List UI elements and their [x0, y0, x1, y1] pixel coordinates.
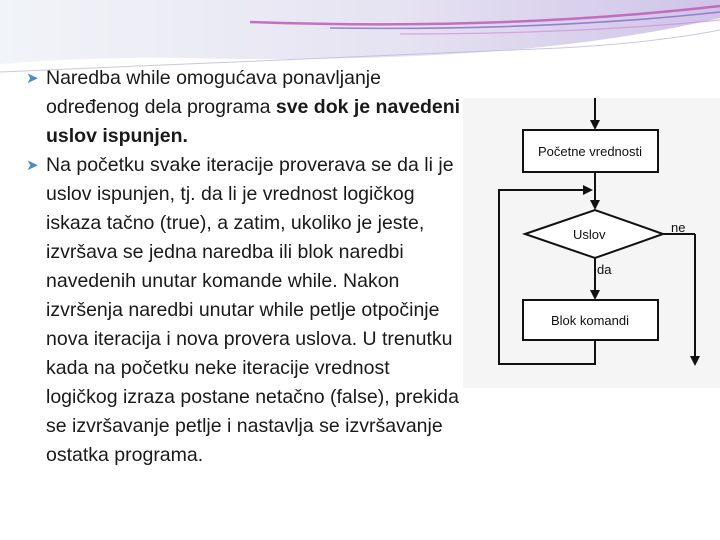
- no-label: ne: [671, 220, 686, 235]
- command-block-label: Blok komandi: [550, 313, 630, 328]
- bullet-arrow-icon: ➤: [26, 70, 39, 87]
- condition-label: Uslov: [573, 227, 606, 242]
- bullet-paragraph-2: [26, 151, 466, 470]
- paragraph-1-emphasis: sve dok je navedeni uslov ispunjen.: [46, 96, 461, 147]
- bullet-paragraph-1: [26, 64, 466, 151]
- while-loop-flowchart: [463, 92, 720, 382]
- paragraph-1-text: Naredba while omogućava ponavljanje određenog dela programa: [46, 67, 381, 118]
- yes-label: da: [597, 262, 612, 277]
- main-text: [26, 64, 466, 470]
- paragraph-2-text: Na početku svake iteracije proverava se da li je uslov ispunjen, tj. da li je vrednost logičkog iskaza tačno (true), a zatim, ukoliko je jeste, izvršava se jedna naredba ili blok naredbi navedenih unutar komande while. Nakon izvršenja naredbi unutar while petlje otpočinje nova iteracija i nova provera uslova. U trenutku kada na početku neke iteracije vrednost logičkog izraza postane netačno (false), prekida se izvršavanje petlje i nastavlja se izvršavanje ostatka programa.: [46, 154, 459, 466]
- initial-values-label: Početne vrednosti: [537, 144, 643, 159]
- bullet-arrow-icon: ➤: [26, 157, 39, 174]
